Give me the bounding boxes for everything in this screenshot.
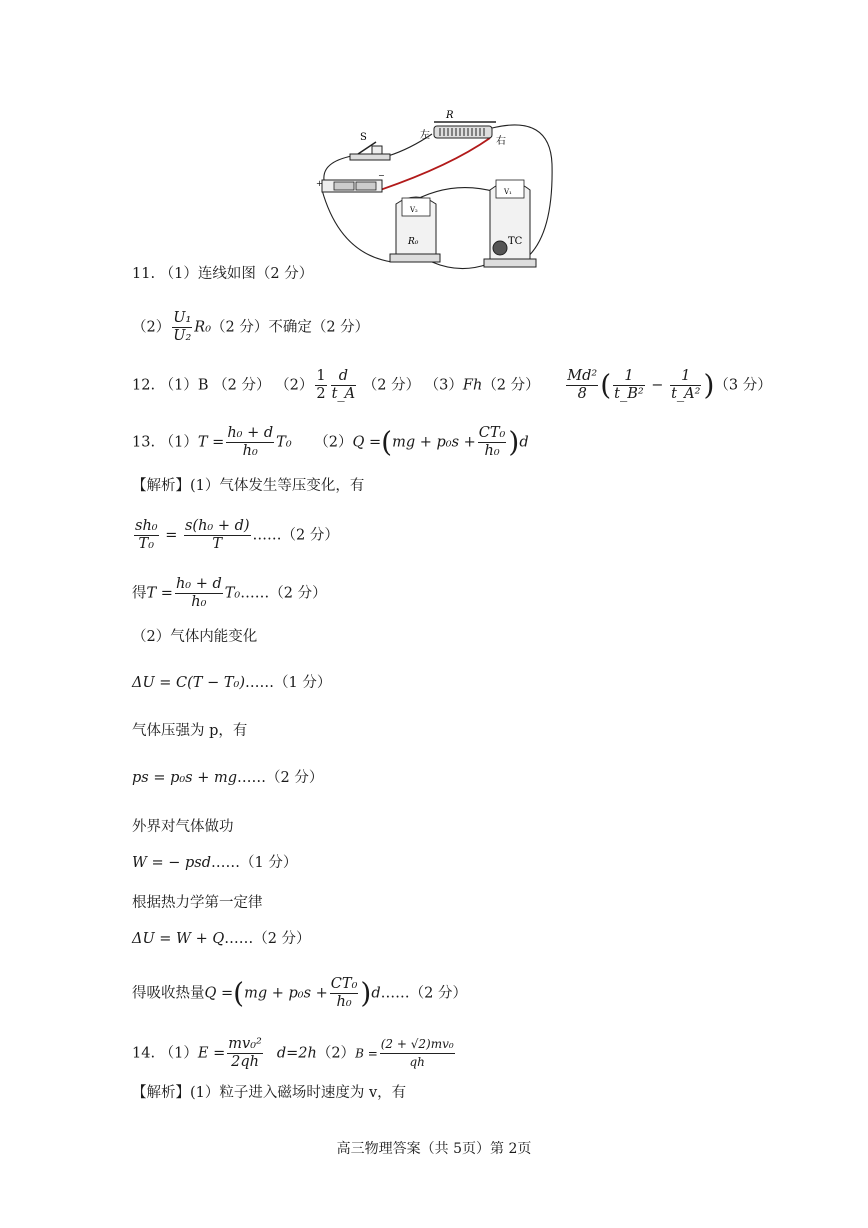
text-work: 外界对气体做功 (132, 819, 234, 835)
q12-mid: （2 分） （3） (358, 377, 463, 394)
analysis-3: 【解析】(1）粒子进入磁场时速度为 v，有 (132, 1085, 407, 1101)
q14-e-frac (227, 1036, 263, 1071)
q14-b: B = (355, 1046, 378, 1061)
eq2-frac (175, 576, 223, 611)
q11-den: U₂ (173, 328, 192, 344)
label-minus: − (378, 171, 385, 180)
q13-d: d (519, 434, 529, 451)
eq2-score: ……（2 分） (240, 585, 327, 602)
q11-line1: 11. （1）连线如图（2 分） (132, 266, 314, 282)
q12-d-num: d (338, 368, 348, 384)
eq2-den: h₀ (175, 593, 223, 611)
eq7-den: h₀ (330, 993, 359, 1011)
q13-q-inner: mg + p₀s + (392, 434, 476, 451)
rheostat (434, 122, 496, 138)
q12-half-den: 2 (316, 386, 326, 402)
q14-b-num: (2 + √2)mv₀ (380, 1037, 454, 1051)
eq7-d: d (371, 985, 381, 1002)
eq3-expr: ΔU = C(T − T₀) (132, 675, 245, 691)
q14-line (132, 1036, 457, 1071)
q12-b-frac (670, 368, 701, 403)
q11-fraction (172, 310, 192, 345)
wire-battery-to-r0 (322, 190, 392, 262)
q12-b-num: 1 (681, 368, 691, 384)
q12-a-num: 1 (624, 368, 634, 384)
q13-p2: （2） (314, 434, 353, 451)
eq5-score: ……（1 分） (211, 855, 298, 871)
q13-q: Q = (352, 434, 382, 451)
eq6 (132, 929, 311, 949)
q12-fh-score: （2 分） (482, 377, 540, 394)
q12-end: （3 分） (714, 377, 772, 394)
eq7-num: CT₀ (330, 976, 358, 992)
q12-md-num: Md² (567, 368, 598, 384)
q14-p2: （2） (316, 1045, 356, 1062)
eq1-r-num: s(h₀ + d) (184, 518, 250, 534)
q12-line: 12. （1）B （2 分） （2） $\frac{1}{2}$ $\frac{d}{t\_A}$ （2 分） （3）Fh（2 分） $\frac{\text{Md²}}{8}$ ( $\frac{1}{\text{t\_B²}}$ − $\frac{1}{\text{t\_A²}}$ )（3 分） (132, 368, 772, 402)
q12-lead: 12. （1）B （2 分） （2） (132, 377, 314, 394)
label-right: 右 (496, 136, 506, 147)
eq7-pre: 得吸收热量 (132, 985, 205, 1002)
eq1: $\frac{\text{sh₀}}{\text{T₀}}$ = $\frac{\text{s(h₀ + d)}}{T}$ ……（2 分） (135, 518, 339, 552)
eq1-left (134, 518, 159, 553)
q12-half-num: 1 (316, 368, 326, 384)
q11-p2-label: （2） (132, 319, 171, 336)
eq4-expr: ps = p₀s + mg (132, 770, 238, 786)
q11-r0: R₀ (194, 319, 212, 336)
eq2-pre: 得 (132, 585, 147, 602)
q13-t-num: h₀ + d (227, 425, 274, 441)
battery (322, 180, 382, 192)
q13-lead: 13. （1） (132, 434, 198, 451)
q14-e-den: 2qh (227, 1053, 263, 1071)
eq1-r-den: T (184, 535, 251, 553)
eq2-num: h₀ + d (175, 576, 222, 592)
q12-b-den: t_A² (671, 386, 701, 402)
q13-ct-frac (478, 425, 507, 460)
eq7-inner: mg + p₀s + (244, 985, 328, 1002)
label-r0: R₀ (408, 237, 419, 247)
eq4 (132, 768, 323, 788)
wire-r0-to-tc (432, 262, 488, 269)
switch-s (350, 142, 390, 160)
q14-d2h: d=2h (276, 1045, 317, 1062)
eq6-expr: ΔU = W + Q (132, 931, 225, 947)
eq1-score: ……（2 分） (252, 527, 339, 544)
q13-ct-den: h₀ (478, 442, 507, 460)
eq4-score: ……（2 分） (237, 770, 324, 786)
q14-e: E = (197, 1045, 226, 1062)
label-s: S (360, 132, 367, 143)
eq1-l-den: T₀ (134, 535, 159, 553)
eq2-t: T = (146, 585, 173, 602)
q13-t: T = (197, 434, 225, 451)
eq3-score: ……（1 分） (245, 675, 332, 691)
analysis-2: （2）气体内能变化 (132, 629, 258, 645)
eq1-right (184, 518, 251, 553)
q11-line2 (132, 310, 369, 345)
q13-line: 13. （1）T = $\frac{\text{h₀ + d}}{\text{h₀}}$ T₀ （2）Q =(mg + p₀s + $\frac{\text{CT₀}}{\text{h₀}}$ )d (132, 425, 529, 459)
text-pressure: 气体压强为 p，有 (132, 723, 248, 739)
q13-t-den: h₀ (226, 442, 274, 460)
analysis-1: 【解析】(1）气体发生等压变化，有 (132, 478, 365, 494)
wire-red (380, 138, 490, 190)
q13-ct-num: CT₀ (478, 425, 506, 441)
q12-a-frac (613, 368, 645, 403)
q14-lead: 14. （1） (132, 1045, 198, 1062)
q11-num: U₁ (173, 310, 192, 326)
q13-t0: T₀ (276, 434, 292, 451)
eq7-q: Q = (204, 985, 234, 1002)
q13-t-frac (226, 425, 274, 460)
q14-b-frac (380, 1036, 455, 1071)
circuit-diagram (300, 104, 562, 274)
q12-a-den: t_B² (614, 386, 644, 402)
q11-score: （2 分）不确定（2 分） (211, 319, 370, 336)
label-tc: TC (508, 236, 523, 247)
eq3 (132, 673, 331, 693)
eq7: 得吸收热量Q =(mg + p₀s + $\frac{\text{CT₀}}{\text{h₀}}$ )d……（2 分） (132, 976, 467, 1010)
q12-fh: Fh (462, 377, 483, 394)
eq2 (132, 576, 327, 611)
page-footer: 高三物理答案（共 5页）第 2页 (336, 1141, 532, 1157)
eq1-l-num: sh₀ (135, 518, 158, 534)
eq5 (132, 853, 297, 873)
q14-b-den: qh (380, 1053, 455, 1071)
q12-md-frac (566, 368, 598, 403)
q12-d-over-t (331, 368, 357, 403)
eq2-t0: T₀ (224, 585, 241, 602)
label-plus: + (316, 179, 323, 188)
label-left: 左 (420, 130, 430, 141)
q12-d-den: t_A (331, 386, 356, 402)
q14-e-num: mv₀² (228, 1036, 262, 1052)
q12-md-den: 8 (566, 385, 598, 403)
text-law: 根据热力学第一定律 (132, 895, 263, 911)
eq7-frac (330, 976, 359, 1011)
label-v1: V₁ (504, 188, 512, 196)
eq7-score: ……（2 分） (380, 985, 467, 1002)
label-v2: V₂ (410, 206, 418, 214)
q12-half (315, 368, 326, 403)
wire-switch-to-battery (324, 156, 352, 180)
eq5-expr: W = − psd (132, 855, 212, 871)
eq6-score: ……（2 分） (224, 931, 311, 947)
label-r: R (446, 110, 454, 121)
